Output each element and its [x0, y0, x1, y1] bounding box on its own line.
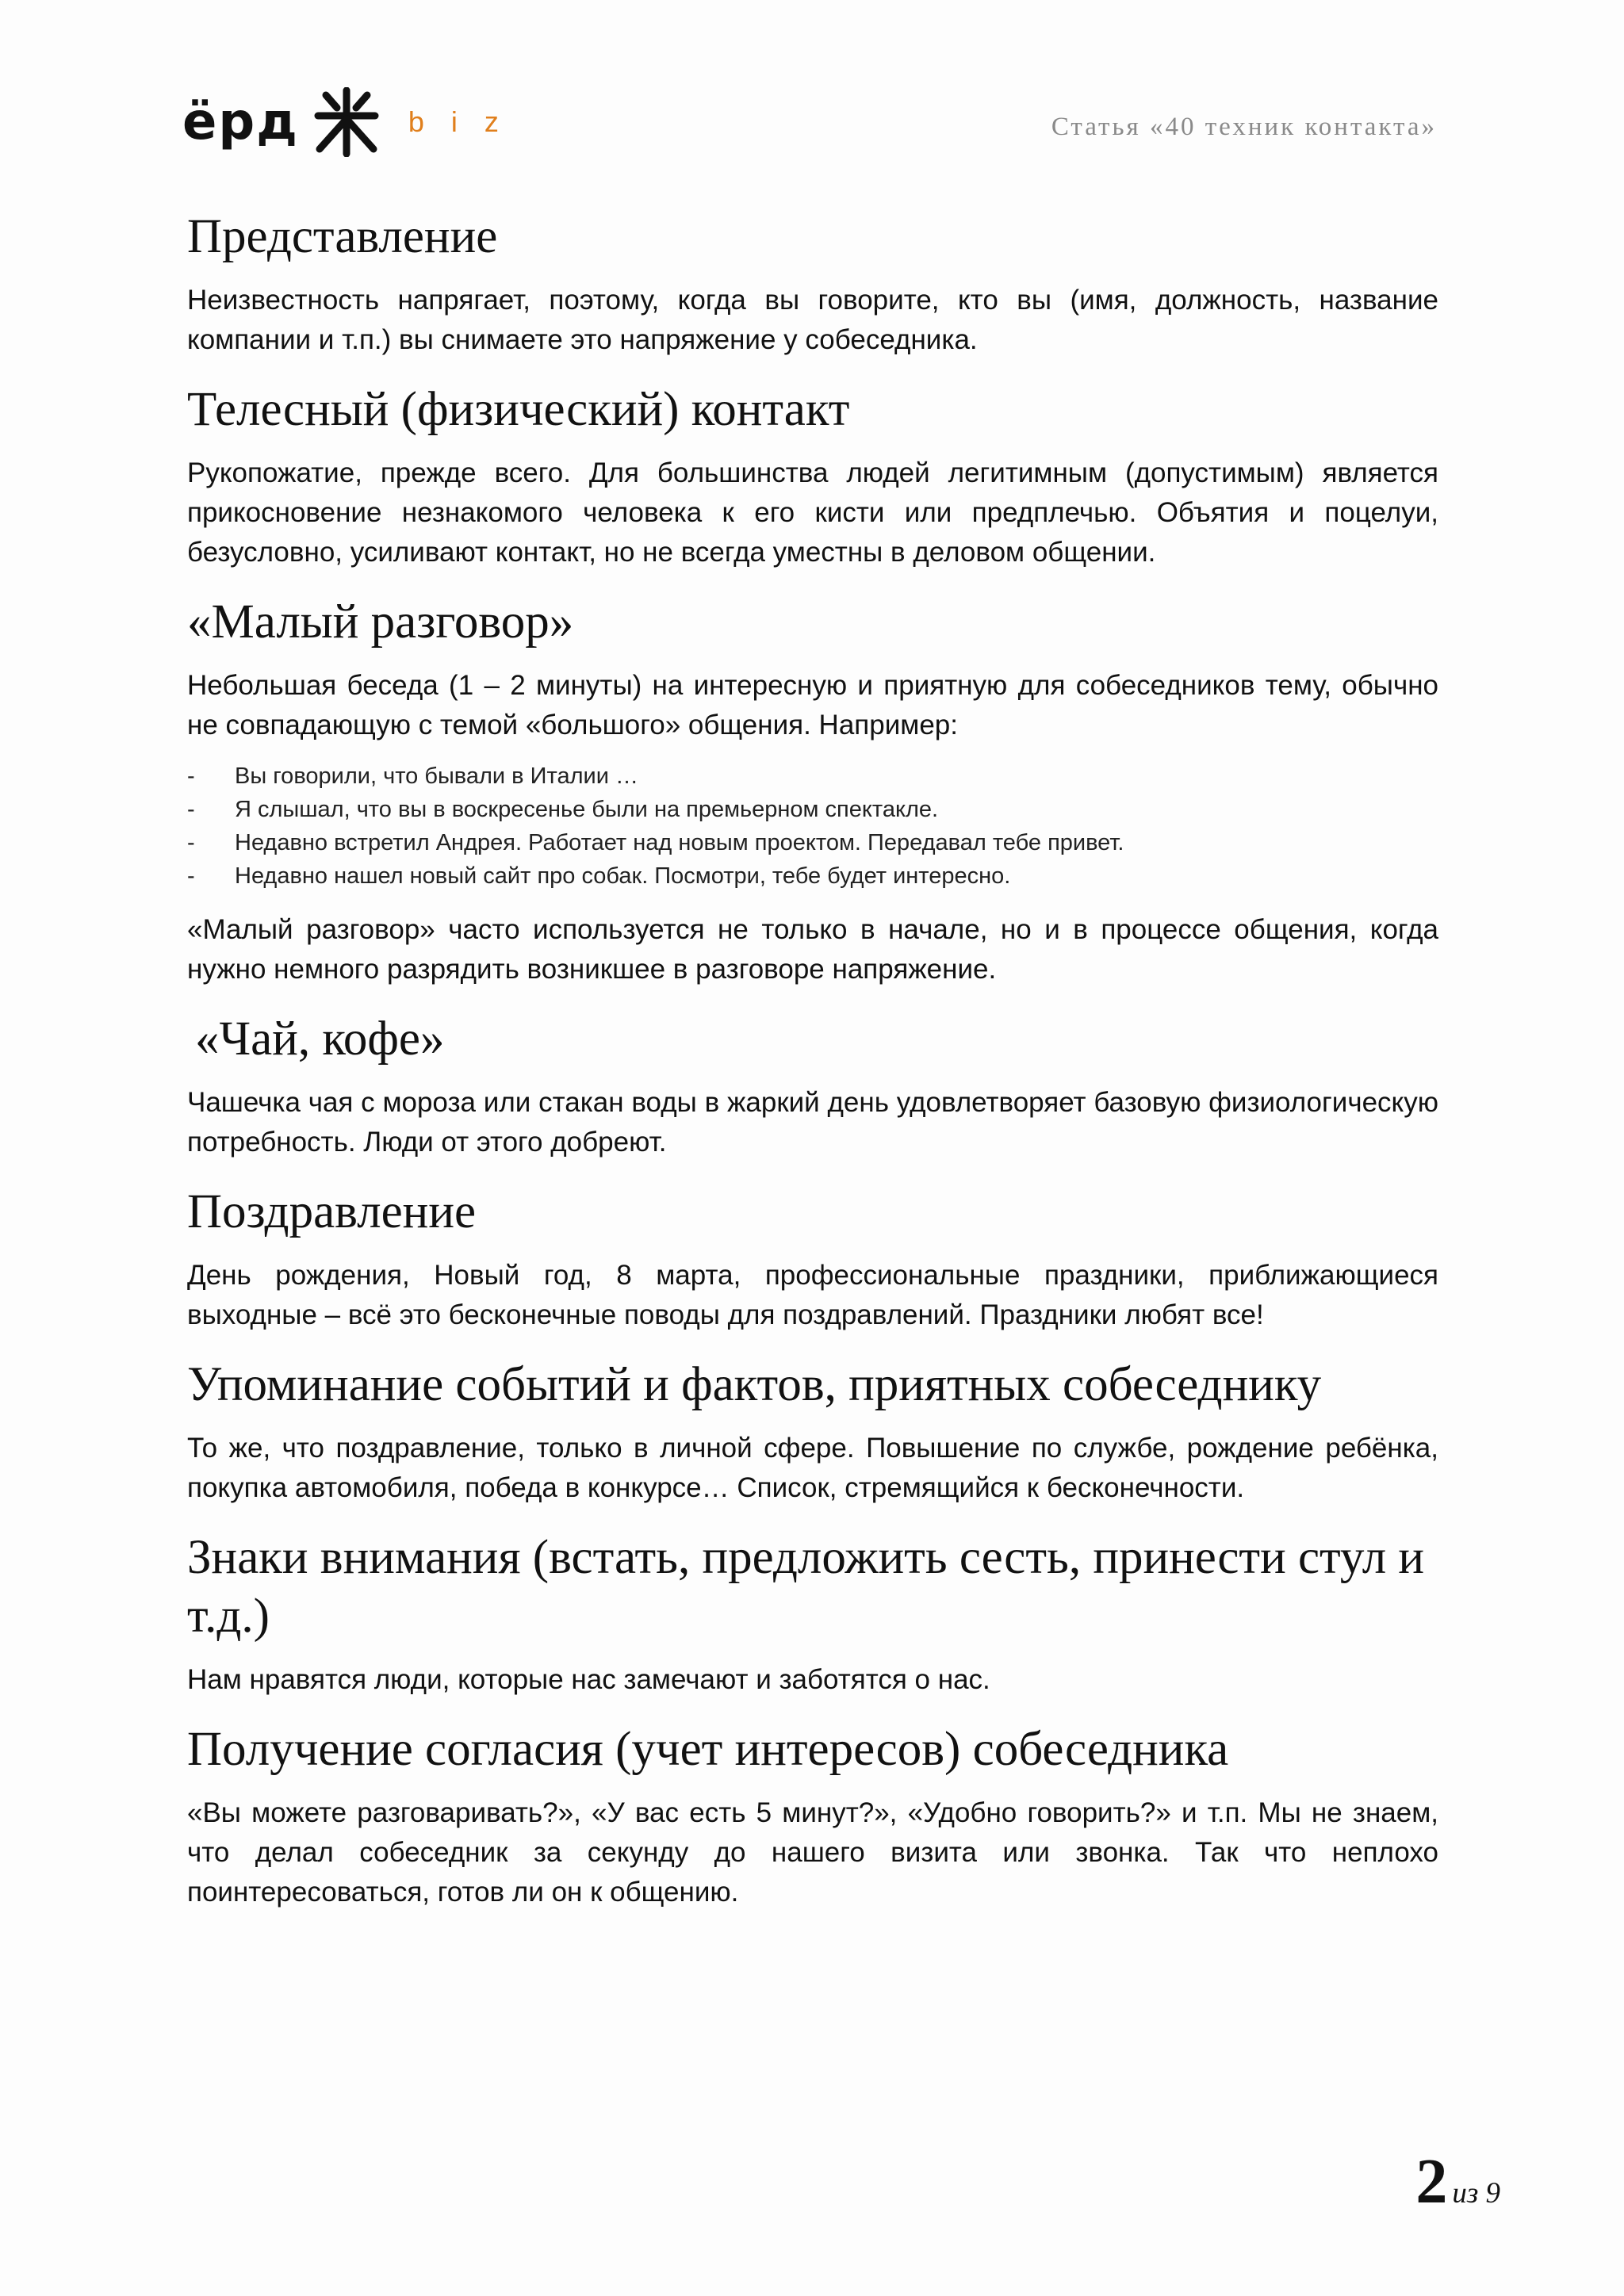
section-heading: Упоминание событий и фактов, приятных собеседнику	[187, 1358, 1322, 1411]
section-heading: Представление	[187, 210, 498, 263]
section-paragraph: Чашечка чая с мороза или стакан воды в жаркий день удовлетворяет базовую физиологическую потребность. Люди от этого добреют.	[187, 1087, 1438, 1158]
example-list	[187, 760, 1438, 893]
page-number	[1415, 2147, 1500, 2217]
logo-glyph-icon	[313, 87, 380, 157]
company-logo	[182, 87, 526, 157]
logo-wordmark: ёрд	[182, 93, 299, 151]
section-heading: Получение согласия (учет интересов) собеседника	[187, 1723, 1229, 1776]
section-heading: Телесный (физический) контакт	[187, 383, 850, 436]
document-body	[187, 208, 1438, 1933]
logo-biz-text: biz	[408, 105, 526, 138]
page-current: 2	[1415, 2147, 1448, 2217]
section-paragraph: Неизвестность напрягает, поэтому, когда вы говорите, кто вы (имя, должность, название компании и т.п.) вы снимаете это напряжение у собеседника.	[187, 285, 1438, 355]
page-total: из 9	[1452, 2177, 1500, 2210]
section-paragraph: То же, что поздравление, только в личной сфере. Повышение по службе, рождение ребёнка, покупка автомобиля, победа в конкурсе… Список, стремящийся к бесконечности.	[187, 1433, 1438, 1503]
section-heading: «Малый разговор»	[187, 595, 574, 649]
page-header	[0, 0, 1624, 182]
list-item: - Я слышал, что вы в воскресенье были на премьерном спектакле.	[187, 793, 1438, 826]
section-paragraph: Рукопожатие, прежде всего. Для большинства людей легитимным (допустимым) является прикосновение незнакомого человека к его кисти или предплечью. Объятия и поцелуи, безусловно, усиливают контакт, но не всегда уместны в деловом общении.	[187, 457, 1438, 568]
list-item: - Недавно встретил Андрея. Работает над новым проектом. Передавал тебе привет.	[187, 826, 1438, 859]
list-item: - Вы говорили, что бывали в Италии …	[187, 760, 1438, 793]
section-paragraph: Нам нравятся люди, которые нас замечают и заботятся о нас.	[187, 1664, 990, 1695]
section-paragraph: Небольшая беседа (1 – 2 минуты) на интересную и приятную для собеседников тему, обычно не совпадающую с темой «большого» общения. Например:	[187, 670, 1438, 740]
section-paragraph: «Малый разговор» часто используется не только в начале, но и в процессе общения, когда нужно немного разрядить возникшее в разговоре напряжение.	[187, 914, 1438, 985]
article-title: Статья «40 техник контакта»	[1051, 113, 1437, 141]
section-paragraph: «Вы можете разговаривать?», «У вас есть 5 минут?», «Удобно говорить?» и т.п. Мы не знаем, что делал собеседник за секунду до нашего визита или звонка. Так что неплохо поинтересоваться, готов ли он к общению.	[187, 1797, 1438, 1908]
section-paragraph: День рождения, Новый год, 8 марта, профессиональные праздники, приближающиеся выходные – всё это бесконечные поводы для поздравлений. Праздники любят все!	[187, 1260, 1438, 1330]
section-heading: Поздравление	[187, 1185, 477, 1238]
section-heading: «Чай, кофе»	[195, 1012, 445, 1066]
section-heading: Знаки внимания (встать, предложить сесть, принести стул и т.д.)	[187, 1531, 1425, 1643]
list-item: - Недавно нашел новый сайт про собак. Посмотри, тебе будет интересно.	[187, 859, 1438, 893]
